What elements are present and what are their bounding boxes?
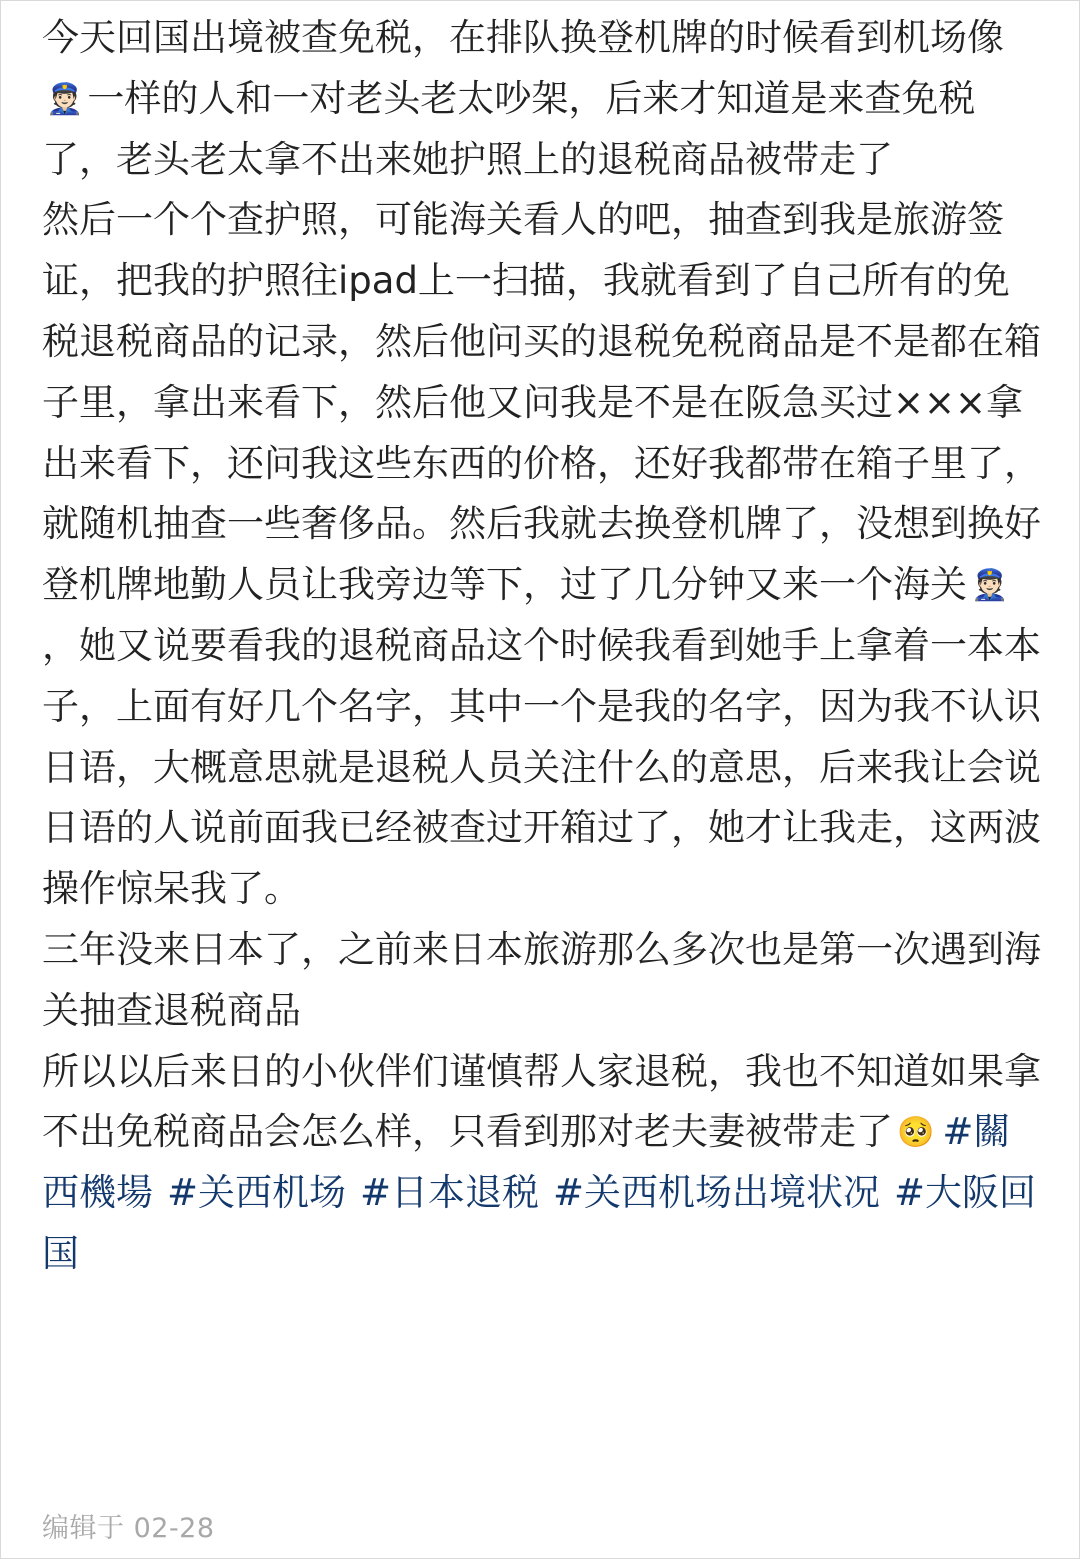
post-text: 今天回国出境被查免税，在排队换登机牌的时候看到机场像 <box>42 16 1004 59</box>
post-text: ，她又说要看我的退税商品这个时候我看到她手上拿着一本本子，上面有好几个名字，其中一个是我的名字，因为我不认识日语，大概意思就是退税人员关注什么的意思，后来我让会说日语的人说前面我已经被查过开箱过了，她才让我走，这两波操作惊呆我了。 <box>42 623 1041 911</box>
post-body <box>42 8 1042 1285</box>
post-paragraph-3: 三年没来日本了，之前来日本旅游那么多次也是第一次遇到海关抽查退税商品 <box>42 927 1041 1032</box>
hashtag-link[interactable]: #關西機場 <box>42 1110 1011 1215</box>
police-officer-emoji-icon: 👮🏻 <box>971 568 1009 604</box>
post-paragraph-4 <box>42 1042 1042 1285</box>
edited-timestamp: 编辑于 02-28 <box>42 1513 215 1544</box>
hashtag-link[interactable]: #大阪回国 <box>42 1171 1037 1275</box>
hashtag-link[interactable]: #关西机场 <box>167 1171 347 1215</box>
hashtag-link[interactable]: #日本退税 <box>360 1171 540 1215</box>
police-officer-emoji-icon: 👮🏻 <box>46 81 84 117</box>
post-text: 一样的人和一对老头老太吵架，后来才知道是来查免税了，老头老太拿不出来她护照上的退税商品被带走了 <box>42 76 976 181</box>
post-text: 然后一个个查护照，可能海关看人的吧，抽查到我是旅游签证，把我的护照往ipad上一扫描，我就看到了自己所有的免税退税商品的记录，然后他问买的退税免税商品是不是都在箱子里，拿出来看下，然后他又问我是不是在阪急买过×××拿出来看下，还问我这些东西的价格，还好我都带在箱子里了，就随机抽查一些奢侈品。然后我就去换登机牌了，没想到换好登机牌地勤人员让我旁边等下，过了几分钟又来一个海关 <box>42 198 1041 607</box>
sad-face-emoji-icon: 🥺 <box>897 1115 935 1151</box>
hashtag-link[interactable]: #关西机场出境状况 <box>553 1171 881 1215</box>
post-text: 所以以后来日的小伙伴们谨慎帮人家退税，我也不知道如果拿不出免税商品会怎么样，只看到那对老夫妻被带走了 <box>42 1049 1041 1154</box>
post-paragraph-1 <box>42 8 1042 190</box>
post-paragraph-2 <box>42 190 1042 920</box>
